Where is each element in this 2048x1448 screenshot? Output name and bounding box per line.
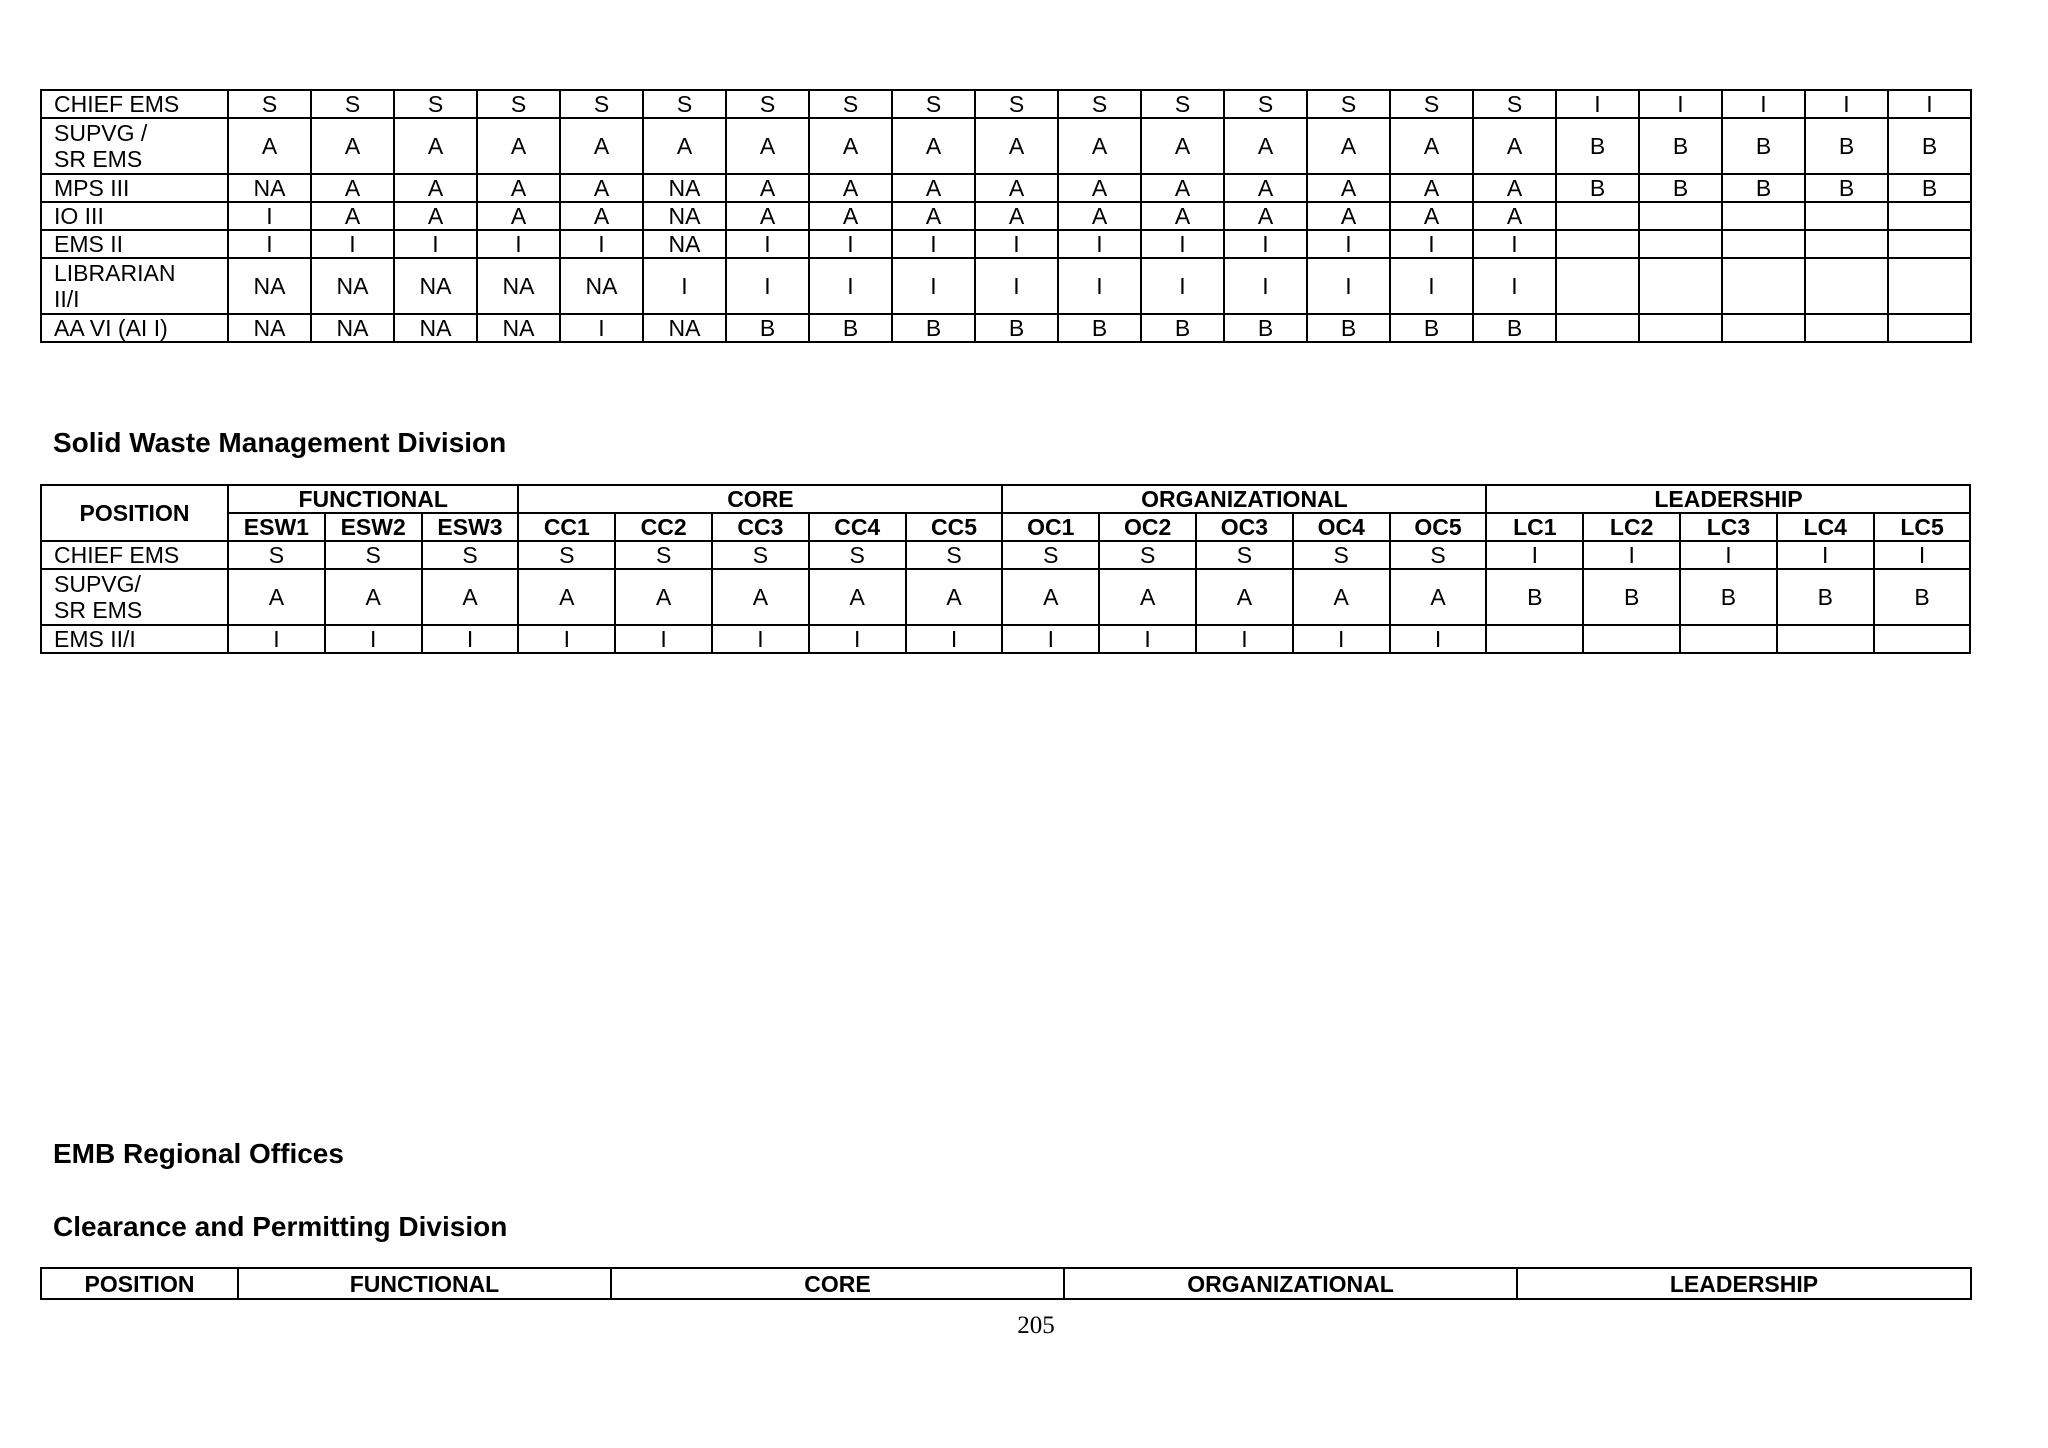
rating-cell: NA — [560, 258, 643, 314]
rating-cell: S — [1390, 541, 1487, 569]
rating-cell — [1556, 230, 1639, 258]
rating-cell: I — [1777, 541, 1874, 569]
rating-cell: S — [394, 90, 477, 118]
rating-cell: I — [975, 230, 1058, 258]
rating-cell: B — [975, 314, 1058, 342]
rating-cell — [1639, 258, 1722, 314]
rating-cell: B — [1639, 118, 1722, 174]
rating-cell: I — [892, 230, 975, 258]
rating-cell: A — [1307, 174, 1390, 202]
rating-cell: A — [1390, 118, 1473, 174]
rating-cell: I — [1874, 541, 1971, 569]
rating-cell: I — [1141, 258, 1224, 314]
rating-cell: A — [1307, 118, 1390, 174]
rating-cell: I — [1473, 258, 1556, 314]
rating-cell: B — [892, 314, 975, 342]
rating-cell: I — [1141, 230, 1224, 258]
rating-cell: S — [1473, 90, 1556, 118]
rating-cell: I — [726, 258, 809, 314]
rating-cell: A — [228, 569, 325, 625]
rating-cell: NA — [643, 174, 726, 202]
rating-cell: A — [809, 569, 906, 625]
rating-cell: A — [1224, 202, 1307, 230]
rating-cell — [1556, 314, 1639, 342]
leadership-header: LEADERSHIP — [1486, 485, 1970, 513]
table-row — [41, 314, 1971, 342]
rating-cell: A — [809, 174, 892, 202]
rating-cell: I — [477, 230, 560, 258]
competency-code-header: CC5 — [906, 513, 1003, 541]
rating-cell: I — [560, 230, 643, 258]
rating-cell: NA — [394, 258, 477, 314]
rating-cell: A — [1141, 174, 1224, 202]
competency-code-header: CC4 — [809, 513, 906, 541]
rating-cell — [1722, 258, 1805, 314]
functional-header: FUNCTIONAL — [238, 1268, 611, 1299]
rating-cell: A — [1099, 569, 1196, 625]
organizational-header: ORGANIZATIONAL — [1064, 1268, 1517, 1299]
core-header: CORE — [611, 1268, 1064, 1299]
rating-cell: NA — [477, 314, 560, 342]
position-cell: MPS III — [41, 174, 228, 202]
rating-cell: A — [560, 174, 643, 202]
rating-cell: S — [975, 90, 1058, 118]
rating-cell: A — [975, 118, 1058, 174]
rating-cell: A — [1196, 569, 1293, 625]
rating-cell: NA — [643, 202, 726, 230]
rating-cell — [1888, 202, 1971, 230]
rating-cell: S — [809, 541, 906, 569]
group-header-row — [41, 485, 1970, 513]
rating-cell: S — [1307, 90, 1390, 118]
rating-cell: B — [1473, 314, 1556, 342]
rating-cell: S — [1390, 90, 1473, 118]
rating-cell: B — [1307, 314, 1390, 342]
position-cell: SUPVG/ SR EMS — [41, 569, 228, 625]
rating-cell: A — [1141, 202, 1224, 230]
rating-cell: A — [1307, 202, 1390, 230]
rating-cell: NA — [477, 258, 560, 314]
functional-header: FUNCTIONAL — [228, 485, 518, 513]
rating-cell — [1888, 314, 1971, 342]
position-cell: EMS II — [41, 230, 228, 258]
rating-cell: NA — [311, 314, 394, 342]
rating-cell: B — [1224, 314, 1307, 342]
rating-cell: S — [518, 541, 615, 569]
rating-cell: I — [975, 258, 1058, 314]
competency-code-header: OC3 — [1196, 513, 1293, 541]
rating-cell: I — [1058, 230, 1141, 258]
rating-cell — [1680, 625, 1777, 653]
position-header: POSITION — [41, 485, 228, 541]
rating-cell — [1639, 230, 1722, 258]
rating-cell: I — [1307, 230, 1390, 258]
rating-cell — [1722, 202, 1805, 230]
rating-cell: S — [228, 90, 311, 118]
rating-cell: S — [1058, 90, 1141, 118]
rating-cell: B — [1058, 314, 1141, 342]
rating-cell: S — [643, 90, 726, 118]
table-row — [41, 202, 1971, 230]
rating-cell: A — [518, 569, 615, 625]
rating-cell: B — [1777, 569, 1874, 625]
rating-cell: S — [560, 90, 643, 118]
rating-cell: A — [1293, 569, 1390, 625]
rating-cell: A — [477, 118, 560, 174]
rating-cell — [1639, 202, 1722, 230]
rating-cell: NA — [643, 314, 726, 342]
rating-cell: A — [809, 202, 892, 230]
rating-cell: I — [422, 625, 519, 653]
rating-cell: A — [1141, 118, 1224, 174]
rating-cell: NA — [394, 314, 477, 342]
rating-cell: A — [726, 118, 809, 174]
rating-cell — [1888, 230, 1971, 258]
rating-cell — [1805, 230, 1888, 258]
competency-code-header: CC1 — [518, 513, 615, 541]
rating-cell: B — [1888, 174, 1971, 202]
rating-cell: I — [1639, 90, 1722, 118]
rating-cell: A — [1224, 174, 1307, 202]
rating-cell: A — [892, 174, 975, 202]
competency-code-header: OC5 — [1390, 513, 1487, 541]
rating-cell: I — [809, 625, 906, 653]
rating-cell: I — [518, 625, 615, 653]
position-header: POSITION — [41, 1268, 238, 1299]
rating-cell: S — [1099, 541, 1196, 569]
position-cell: EMS II/I — [41, 625, 228, 653]
rating-cell: B — [1486, 569, 1583, 625]
rating-cell: I — [228, 230, 311, 258]
rating-cell: S — [1293, 541, 1390, 569]
organizational-header: ORGANIZATIONAL — [1002, 485, 1486, 513]
table-row — [41, 541, 1970, 569]
rating-cell — [1556, 202, 1639, 230]
rating-cell: A — [726, 174, 809, 202]
rating-cell: B — [1888, 118, 1971, 174]
rating-cell: A — [325, 569, 422, 625]
rating-cell: B — [1805, 174, 1888, 202]
rating-cell: A — [892, 118, 975, 174]
competency-code-header: OC1 — [1002, 513, 1099, 541]
rating-cell: A — [422, 569, 519, 625]
page-number: 205 — [1017, 1312, 1055, 1339]
rating-cell — [1639, 314, 1722, 342]
competency-code-header: LC2 — [1583, 513, 1680, 541]
competency-code-header: CC2 — [615, 513, 712, 541]
rating-cell: S — [615, 541, 712, 569]
rating-cell: A — [975, 174, 1058, 202]
rating-cell: S — [477, 90, 560, 118]
competency-code-header: ESW1 — [228, 513, 325, 541]
position-cell: CHIEF EMS — [41, 541, 228, 569]
rating-cell: A — [311, 118, 394, 174]
rating-cell: I — [311, 230, 394, 258]
rating-cell: B — [1874, 569, 1971, 625]
competency-code-header: OC2 — [1099, 513, 1196, 541]
rating-cell: S — [1196, 541, 1293, 569]
rating-cell: B — [1639, 174, 1722, 202]
rating-cell: I — [228, 625, 325, 653]
group-header-row — [41, 1268, 1971, 1299]
rating-cell: S — [1224, 90, 1307, 118]
table-row — [41, 625, 1970, 653]
rating-cell: I — [643, 258, 726, 314]
position-cell: SUPVG / SR EMS — [41, 118, 228, 174]
rating-cell: I — [906, 625, 1003, 653]
competency-code-header: LC5 — [1874, 513, 1971, 541]
rating-cell: B — [1556, 174, 1639, 202]
rating-cell: B — [1680, 569, 1777, 625]
table-row — [41, 90, 1971, 118]
rating-cell: I — [1680, 541, 1777, 569]
table-row — [41, 118, 1971, 174]
rating-cell: I — [1888, 90, 1971, 118]
position-cell: CHIEF EMS — [41, 90, 228, 118]
rating-cell: B — [726, 314, 809, 342]
rating-cell: I — [1224, 230, 1307, 258]
core-header: CORE — [518, 485, 1002, 513]
rating-cell: A — [228, 118, 311, 174]
competency-code-header: LC1 — [1486, 513, 1583, 541]
section-title-solid-waste: Solid Waste Management Division — [53, 427, 507, 458]
rating-cell: I — [1473, 230, 1556, 258]
rating-cell: A — [1390, 569, 1487, 625]
rating-cell: A — [1058, 174, 1141, 202]
section-title-clearance-permitting: Clearance and Permitting Division — [53, 1211, 508, 1242]
rating-cell: A — [1473, 174, 1556, 202]
clearance-permitting-table-header — [40, 1267, 1972, 1300]
rating-cell — [1874, 625, 1971, 653]
rating-cell: S — [1002, 541, 1099, 569]
rating-cell: I — [1099, 625, 1196, 653]
rating-cell: A — [643, 118, 726, 174]
rating-cell: I — [1805, 90, 1888, 118]
rating-cell — [1583, 625, 1680, 653]
rating-cell: I — [1002, 625, 1099, 653]
rating-cell — [1556, 258, 1639, 314]
rating-cell: A — [1224, 118, 1307, 174]
rating-cell: B — [1583, 569, 1680, 625]
rating-cell: I — [1390, 625, 1487, 653]
rating-cell: A — [975, 202, 1058, 230]
rating-cell: S — [809, 90, 892, 118]
rating-cell: S — [906, 541, 1003, 569]
rating-cell: A — [615, 569, 712, 625]
rating-cell — [1888, 258, 1971, 314]
rating-cell: B — [1805, 118, 1888, 174]
rating-cell: A — [1058, 118, 1141, 174]
rating-cell: S — [228, 541, 325, 569]
rating-cell: S — [726, 90, 809, 118]
rating-cell: I — [1293, 625, 1390, 653]
competency-code-header: LC3 — [1680, 513, 1777, 541]
rating-cell: I — [1583, 541, 1680, 569]
rating-cell: I — [1224, 258, 1307, 314]
rating-cell: B — [1141, 314, 1224, 342]
rating-cell: A — [712, 569, 809, 625]
rating-cell: A — [560, 202, 643, 230]
competency-code-header: ESW2 — [325, 513, 422, 541]
rating-cell: I — [1196, 625, 1293, 653]
rating-cell: I — [1556, 90, 1639, 118]
rating-cell: A — [1390, 174, 1473, 202]
rating-cell: NA — [228, 174, 311, 202]
rating-cell: S — [1141, 90, 1224, 118]
rating-cell: NA — [643, 230, 726, 258]
rating-cell: A — [1390, 202, 1473, 230]
rating-cell: B — [809, 314, 892, 342]
rating-cell: A — [477, 202, 560, 230]
rating-cell: A — [892, 202, 975, 230]
rating-cell: A — [394, 118, 477, 174]
rating-cell — [1805, 314, 1888, 342]
rating-cell: I — [809, 230, 892, 258]
rating-cell — [1722, 230, 1805, 258]
position-cell: AA VI (AI I) — [41, 314, 228, 342]
rating-cell: A — [1473, 202, 1556, 230]
solid-waste-competency-table — [40, 484, 1971, 654]
rating-cell: B — [1722, 118, 1805, 174]
competency-code-header: OC4 — [1293, 513, 1390, 541]
rating-cell: I — [809, 258, 892, 314]
rating-cell: I — [615, 625, 712, 653]
rating-cell: I — [228, 202, 311, 230]
rating-cell: A — [726, 202, 809, 230]
position-cell: LIBRARIAN II/I — [41, 258, 228, 314]
competency-code-header: CC3 — [712, 513, 809, 541]
rating-cell: I — [1307, 258, 1390, 314]
rating-cell: A — [1473, 118, 1556, 174]
rating-cell: I — [1390, 230, 1473, 258]
section-title-regional-offices: EMB Regional Offices — [53, 1138, 344, 1169]
rating-cell: I — [712, 625, 809, 653]
rating-cell: NA — [311, 258, 394, 314]
rating-cell: A — [1058, 202, 1141, 230]
rating-cell — [1777, 625, 1874, 653]
rating-cell: S — [892, 90, 975, 118]
rating-cell: S — [325, 541, 422, 569]
rating-cell: S — [311, 90, 394, 118]
rating-cell: A — [394, 174, 477, 202]
rating-cell: I — [394, 230, 477, 258]
table-row — [41, 174, 1971, 202]
rating-cell: A — [311, 202, 394, 230]
position-cell: IO III — [41, 202, 228, 230]
rating-cell: B — [1390, 314, 1473, 342]
rating-cell — [1805, 202, 1888, 230]
rating-cell: NA — [228, 258, 311, 314]
rating-cell: A — [1002, 569, 1099, 625]
rating-cell: S — [422, 541, 519, 569]
table-row — [41, 569, 1970, 625]
rating-cell: A — [560, 118, 643, 174]
rating-cell: A — [477, 174, 560, 202]
rating-cell: S — [712, 541, 809, 569]
rating-cell: I — [892, 258, 975, 314]
rating-cell: I — [1486, 541, 1583, 569]
competency-code-header: LC4 — [1777, 513, 1874, 541]
rating-cell — [1486, 625, 1583, 653]
rating-cell: I — [1058, 258, 1141, 314]
table-row — [41, 258, 1971, 314]
rating-cell — [1722, 314, 1805, 342]
rating-cell: I — [1722, 90, 1805, 118]
rating-cell: A — [311, 174, 394, 202]
rating-cell: I — [560, 314, 643, 342]
competency-code-header: ESW3 — [422, 513, 519, 541]
rating-cell: I — [1390, 258, 1473, 314]
competency-table-continued — [40, 89, 1972, 343]
rating-cell: B — [1556, 118, 1639, 174]
code-header-row — [41, 513, 1970, 541]
rating-cell: A — [394, 202, 477, 230]
rating-cell: B — [1722, 174, 1805, 202]
rating-cell — [1805, 258, 1888, 314]
rating-cell: I — [726, 230, 809, 258]
table-row — [41, 230, 1971, 258]
leadership-header: LEADERSHIP — [1517, 1268, 1971, 1299]
rating-cell: A — [906, 569, 1003, 625]
rating-cell: NA — [228, 314, 311, 342]
rating-cell: I — [325, 625, 422, 653]
rating-cell: A — [809, 118, 892, 174]
